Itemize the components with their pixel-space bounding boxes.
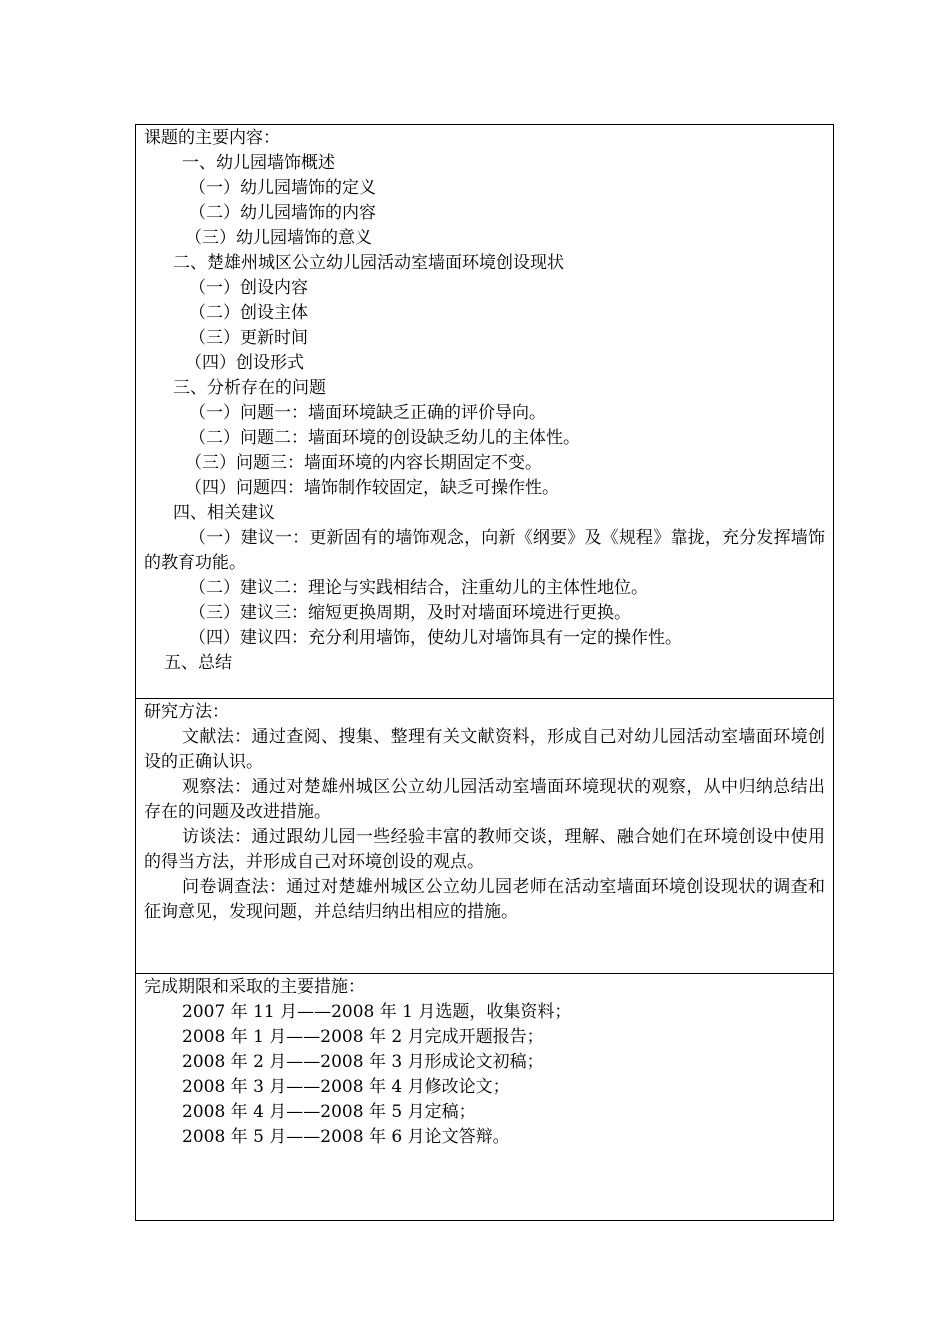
outline-line: （一）创设内容 — [189, 278, 308, 298]
outline-line: （一）幼儿园墙饰的定义 — [189, 178, 376, 198]
main-content-section — [136, 125, 833, 699]
schedule-item: 2008 年 2 月——2008 年 3 月形成论文初稿； — [182, 1052, 544, 1072]
outline-line: 一、幼儿园墙饰概述 — [182, 153, 335, 173]
research-methods-section — [136, 699, 833, 974]
outline-line: （二）幼儿园墙饰的内容 — [189, 203, 376, 223]
schedule-item: 2008 年 3 月——2008 年 4 月修改论文； — [182, 1077, 510, 1097]
outline-line: 二、楚雄州城区公立幼儿园活动室墙面环境创设现状 — [173, 253, 564, 273]
outline-line: （三）更新时间 — [189, 328, 308, 348]
schedule-item: 2008 年 1 月——2008 年 2 月完成开题报告； — [182, 1027, 544, 1047]
outline-line: （三）幼儿园墙饰的意义 — [185, 228, 372, 248]
outline-line: （二）创设主体 — [189, 303, 308, 323]
outline-line: 五、总结 — [164, 653, 232, 673]
methods-heading: 研究方法： — [144, 702, 229, 722]
outline-line: （四）创设形式 — [185, 353, 304, 373]
schedule-item: 2007 年 11 月——2008 年 1 月选题，收集资料； — [182, 1002, 572, 1022]
outline-line: （四）问题四：墙饰制作较固定，缺乏可操作性。 — [185, 478, 559, 498]
outline-line: （二）建议二：理论与实践相结合，注重幼儿的主体性地位。 — [189, 578, 648, 598]
schedule-section — [136, 974, 833, 1220]
method-paragraph: 观察法：通过对楚雄州城区公立幼儿园活动室墙面环境现状的观察，从中归纳总结出存在的问题及改进措施。 — [144, 777, 825, 822]
outline-line: （三）建议三：缩短更换周期，及时对墙面环境进行更换。 — [189, 603, 631, 623]
outline-line: （一）问题一：墙面环境缺乏正确的评价导向。 — [189, 403, 546, 423]
schedule-item: 2008 年 4 月——2008 年 5 月定稿； — [182, 1102, 476, 1122]
schedule-heading: 完成期限和采取的主要措施： — [144, 977, 365, 997]
schedule-item: 2008 年 5 月——2008 年 6 月论文答辩。 — [182, 1127, 510, 1147]
method-paragraph: 文献法：通过查阅、搜集、整理有关文献资料，形成自己对幼儿园活动室墙面环境创设的正确认识。 — [144, 727, 825, 772]
suggestion-paragraph: （一）建议一：更新固有的墙饰观念，向新《纲要》及《规程》靠拢，充分发挥墙饰的教育功能。 — [144, 528, 825, 573]
method-paragraph: 访谈法：通过跟幼儿园一些经验丰富的教师交谈，理解、融合她们在环境创设中使用的得当方法，并形成自己对环境创设的观点。 — [144, 827, 825, 872]
content-heading: 课题的主要内容： — [144, 128, 280, 148]
outline-line: 三、分析存在的问题 — [173, 378, 326, 398]
outline-line: （四）建议四：充分利用墙饰，使幼儿对墙饰具有一定的操作性。 — [189, 628, 682, 648]
method-paragraph: 问卷调查法：通过对楚雄州城区公立幼儿园老师在活动室墙面环境创设现状的调查和征询意见，发现问题，并总结归纳出相应的措施。 — [144, 877, 825, 922]
outline-line: （三）问题三：墙面环境的内容长期固定不变。 — [185, 453, 542, 473]
proposal-form-table — [135, 124, 834, 1221]
outline-line: 四、相关建议 — [173, 503, 275, 523]
outline-line: （二）问题二：墙面环境的创设缺乏幼儿的主体性。 — [189, 428, 580, 448]
